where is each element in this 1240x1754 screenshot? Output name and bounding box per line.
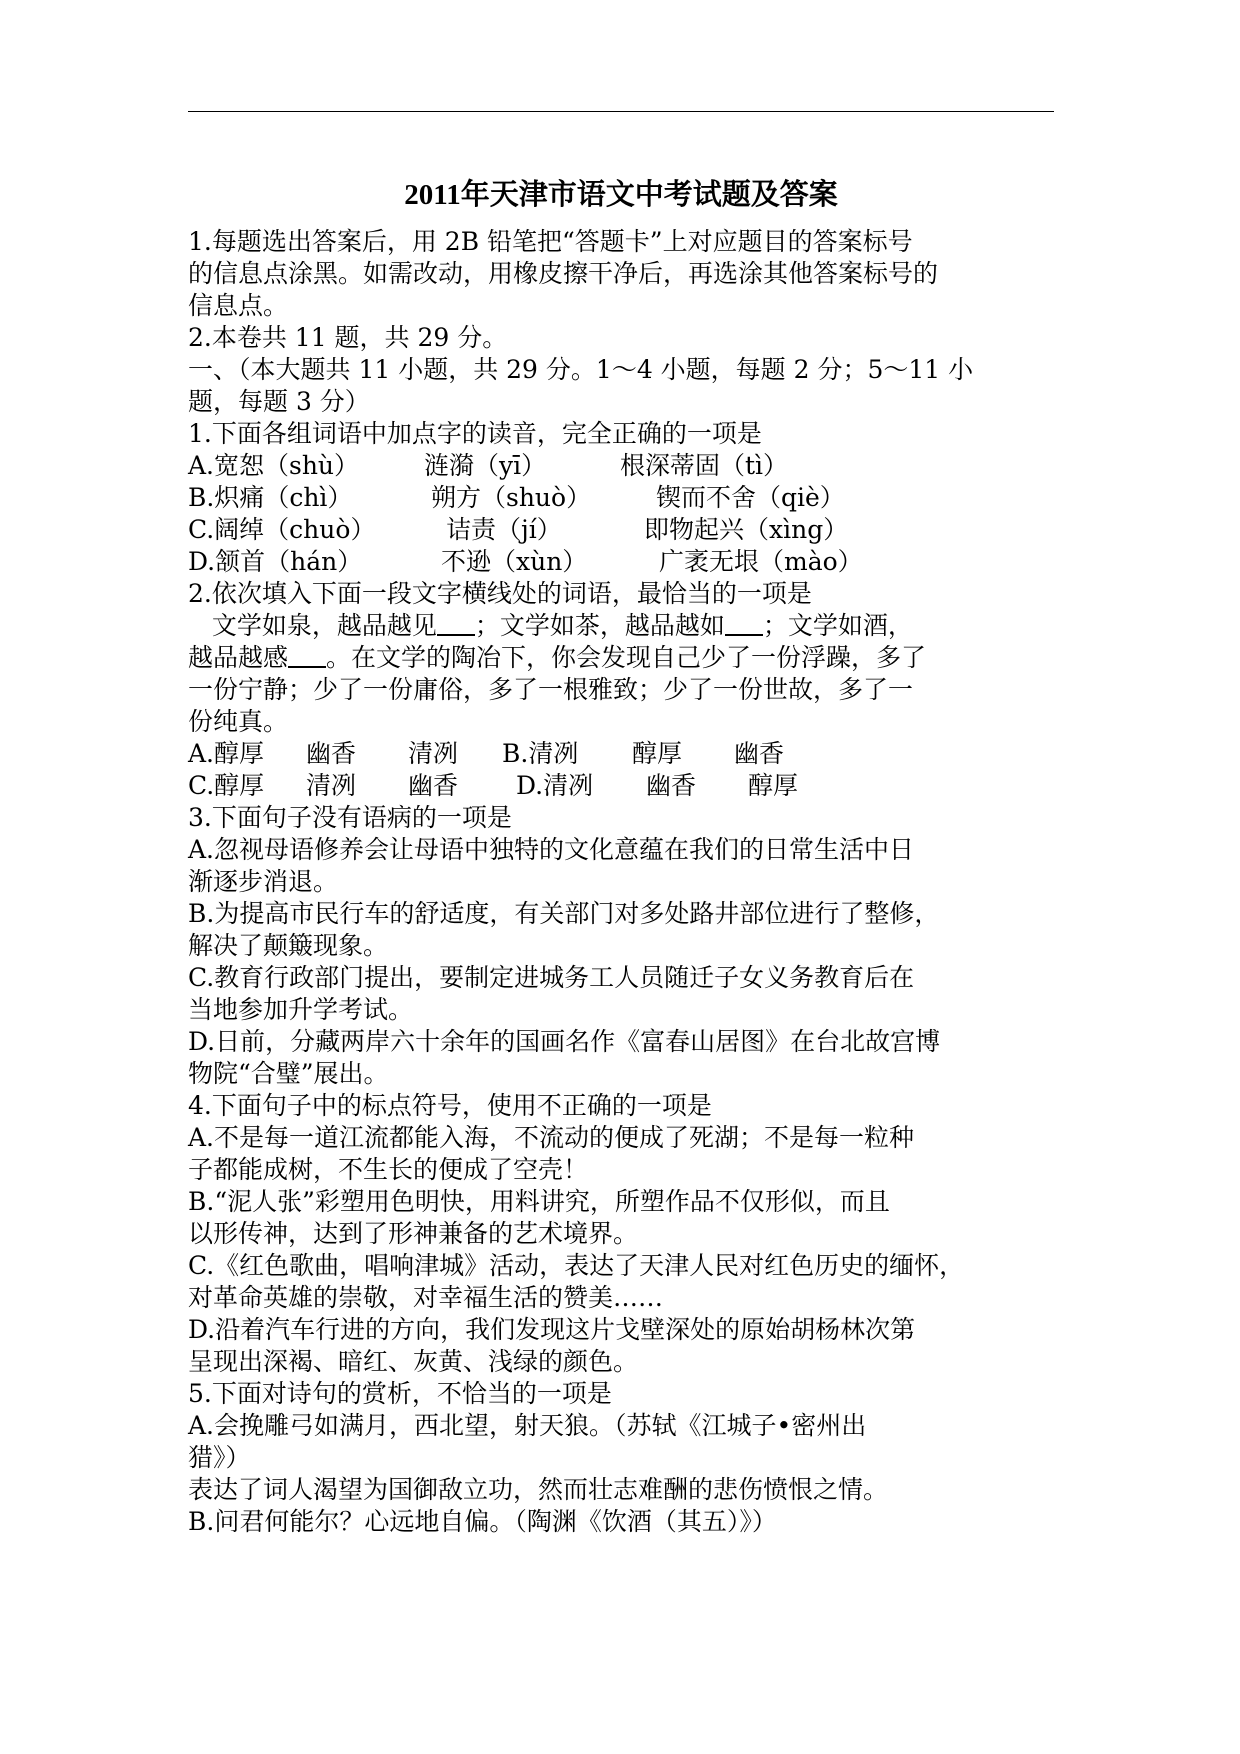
option-word: 根深蒂固（tì） <box>620 451 789 480</box>
question-1-option-a <box>188 450 1068 482</box>
question-2-passage: 份纯真。 <box>188 707 289 736</box>
question-5-line: A.会挽雕弓如满月，西北望，射天狼。（苏轼《江城子•密州出 <box>188 1411 867 1440</box>
question-4-line: D.沿着汽车行进的方向，我们发现这片戈壁深处的原始胡杨林次第 <box>188 1315 916 1344</box>
fill-blank <box>288 642 326 668</box>
exam-body <box>188 226 1068 1538</box>
question-2-passage <box>188 642 1068 674</box>
question-2-stem: 2.依次填入下面一段文字横线处的词语，最恰当的一项是 <box>188 579 812 608</box>
option-word: 幽香 <box>646 771 697 800</box>
option-word: 涟漪（yī） <box>424 451 547 480</box>
question-5-line: 表达了词人渴望为国御敌立功，然而壮志难酬的悲伤愤恨之情。 <box>188 1475 889 1504</box>
instruction-line: 的信息点涂黑。如需改动，用橡皮擦干净后，再选涂其他答案标号的 <box>188 259 939 288</box>
option-word: 醇厚 <box>748 771 799 800</box>
question-3-line: C.教育行政部门提出，要制定进城务工人员随迁子女义务教育后在 <box>188 963 915 992</box>
option-word: 广袤无垠（mào） <box>659 547 863 576</box>
question-2-options-cd <box>188 770 1068 802</box>
question-3-line: D.日前，分藏两岸六十余年的国画名作《富春山居图》在台北故宫博 <box>188 1027 941 1056</box>
option-word: A.醇厚 <box>188 739 265 768</box>
passage-text: 越品越感 <box>188 643 289 672</box>
option-word: A.宽恕（shù） <box>188 451 360 480</box>
option-word: 朔方（shuò） <box>431 483 592 512</box>
option-word: 不逊（xùn） <box>441 547 588 576</box>
passage-text: 文学如泉，越品越见 <box>188 611 437 640</box>
option-word: 锲而不舍（qiè） <box>656 483 845 512</box>
option-word: 即物起兴（xìng） <box>644 515 849 544</box>
question-1-option-c <box>188 514 1068 546</box>
question-3-line: 解决了颠簸现象。 <box>188 931 389 960</box>
instruction-line: 2.本卷共 11 题，共 29 分。 <box>188 323 508 352</box>
option-word: 幽香 <box>306 739 357 768</box>
page-title: 2011年天津市语文中考试题及答案 <box>404 179 838 211</box>
option-word: 幽香 <box>734 739 785 768</box>
question-3-line: A.忽视母语修养会让母语中独特的文化意蕴在我们的日常生活中日 <box>188 835 915 864</box>
passage-text: ；文学如酒， <box>762 611 913 640</box>
instruction-line: 信息点。 <box>188 291 289 320</box>
section-header: 题，每题 3 分） <box>188 387 370 416</box>
option-word: 清冽 <box>306 771 357 800</box>
option-word: B.炽痛（chì） <box>188 483 353 512</box>
question-2-passage: 一份宁静；少了一份庸俗，多了一根雅致；少了一份世故，多了一 <box>188 675 914 704</box>
fill-blank <box>725 610 763 636</box>
question-4-line: 以形传神，达到了形神兼备的艺术境界。 <box>188 1219 639 1248</box>
question-3-stem: 3.下面句子没有语病的一项是 <box>188 803 512 832</box>
question-4-line: 子都能成树，不生长的便成了空壳！ <box>188 1155 589 1184</box>
question-3-line: 物院“合璧”展出。 <box>188 1059 389 1088</box>
passage-text: 。在文学的陶冶下，你会发现自己少了一份浮躁，多了 <box>326 643 927 672</box>
question-3-line: 当地参加升学考试。 <box>188 995 414 1024</box>
option-word: 幽香 <box>408 771 459 800</box>
option-word: D.颔首（hán） <box>188 547 363 576</box>
question-4-stem: 4.下面句子中的标点符号，使用不正确的一项是 <box>188 1091 712 1120</box>
question-2-options-ab <box>188 738 1068 770</box>
question-1-option-b <box>188 482 1068 514</box>
option-word: B.清冽 <box>502 739 579 768</box>
option-word: D.清冽 <box>516 771 594 800</box>
instruction-line: 1.每题选出答案后，用 2B 铅笔把“答题卡”上对应题目的答案标号 <box>188 227 913 256</box>
question-5-line: 猎》） <box>188 1443 251 1472</box>
option-word: C.阔绰（chuò） <box>188 515 376 544</box>
question-5-line: B.问君何能尔？心远地自偏。（陶渊《饮酒（其五）》） <box>188 1507 777 1536</box>
question-1-stem: 1.下面各组词语中加点字的读音，完全正确的一项是 <box>188 419 762 448</box>
question-4-line: A.不是每一道江流都能入海，不流动的便成了死湖；不是每一粒种 <box>188 1123 915 1152</box>
question-4-line: B.“泥人张”彩塑用色明快，用料讲究，所塑作品不仅形似，而且 <box>188 1187 890 1216</box>
question-5-stem: 5.下面对诗句的赏析，不恰当的一项是 <box>188 1379 612 1408</box>
option-word: 清冽 <box>408 739 459 768</box>
question-1-option-d <box>188 546 1068 578</box>
option-word: 诘责（jí） <box>446 515 562 544</box>
question-2-passage <box>188 610 1068 642</box>
passage-text: ；文学如茶，越品越如 <box>474 611 725 640</box>
section-header: 一、（本大题共 11 小题，共 29 分。1～4 小题，每题 2 分；5～11 小 <box>188 355 974 384</box>
option-word: C.醇厚 <box>188 771 265 800</box>
header-rule <box>188 111 1054 112</box>
question-4-line: C.《红色歌曲，唱响津城》活动，表达了天津人民对红色历史的缅怀， <box>188 1251 965 1280</box>
question-4-line: 呈现出深褐、暗红、灰黄、浅绿的颜色。 <box>188 1347 639 1376</box>
option-word: 醇厚 <box>632 739 683 768</box>
fill-blank <box>437 610 475 636</box>
question-4-line: 对革命英雄的崇敬，对幸福生活的赞美…… <box>188 1283 664 1312</box>
question-3-line: 渐逐步消退。 <box>188 867 339 896</box>
question-3-line: B.为提高市民行车的舒适度，有关部门对多处路井部位进行了整修， <box>188 899 940 928</box>
